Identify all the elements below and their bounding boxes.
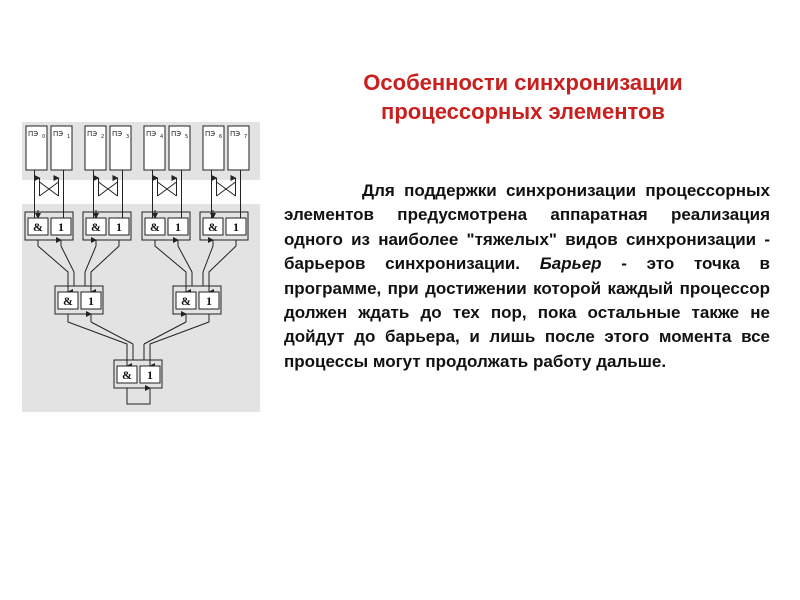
or-gate-symbol: 1	[175, 220, 181, 234]
processor-index: 5	[185, 134, 189, 140]
processor-element-5	[169, 126, 190, 170]
and-gate-symbol: &	[63, 294, 73, 308]
and-gate-symbol: &	[150, 220, 160, 234]
slide-title-line-1: Особенности синхронизации	[363, 70, 683, 95]
processor-element-4	[144, 126, 165, 170]
and-gate-symbol: &	[122, 368, 132, 382]
processor-element-6	[203, 126, 224, 170]
processor-index: 0	[42, 134, 46, 140]
processor-index: 4	[160, 134, 164, 140]
description-text	[284, 179, 770, 374]
processor-label: ПЭ	[171, 130, 182, 138]
processor-element-3	[110, 126, 131, 170]
processor-element-1	[51, 126, 72, 170]
processor-index: 7	[244, 134, 248, 140]
processor-label: ПЭ	[112, 130, 123, 138]
barrier-term: Барьер	[539, 254, 602, 274]
slide-title	[288, 68, 758, 126]
or-gate-symbol: 1	[88, 294, 94, 308]
or-gate-symbol: 1	[147, 368, 153, 382]
processor-index: 6	[219, 134, 223, 140]
processor-element-0	[26, 126, 47, 170]
and-gate-symbol: &	[33, 220, 43, 234]
processor-label: ПЭ	[53, 130, 64, 138]
and-gate-symbol: &	[181, 294, 191, 308]
description-part-1: Для поддержки синхронизации процессорных элементов предусмотрена аппаратная реализация одного из наиболее "тяжелых" видов синхронизации - барьеров синхронизации.	[284, 181, 770, 274]
barrier-sync-diagram	[22, 122, 262, 414]
processor-element-7	[228, 126, 249, 170]
processor-index: 3	[126, 134, 130, 140]
processor-label: ПЭ	[28, 130, 39, 138]
and-gate-symbol: &	[91, 220, 101, 234]
processor-label: ПЭ	[146, 130, 157, 138]
or-gate-symbol: 1	[58, 220, 64, 234]
processor-element-2	[85, 126, 106, 170]
processor-index: 1	[67, 134, 71, 140]
or-gate-symbol: 1	[116, 220, 122, 234]
processor-label: ПЭ	[230, 130, 241, 138]
or-gate-symbol: 1	[206, 294, 212, 308]
slide-title-line-2: процессорных элементов	[381, 99, 665, 124]
or-gate-symbol: 1	[233, 220, 239, 234]
and-gate-symbol: &	[208, 220, 218, 234]
description-part-2: - это точка в программе, при достижении которой каждый процессор должен ждать до тех пор, пока остальные также не дойдут до барьера, и лишь после этого момента все процессы могут продолжать работу дальше.	[284, 254, 770, 371]
processor-label: ПЭ	[205, 130, 216, 138]
processor-index: 2	[101, 134, 105, 140]
barrier-sync-diagram-svg	[22, 122, 262, 414]
processor-label: ПЭ	[87, 130, 98, 138]
